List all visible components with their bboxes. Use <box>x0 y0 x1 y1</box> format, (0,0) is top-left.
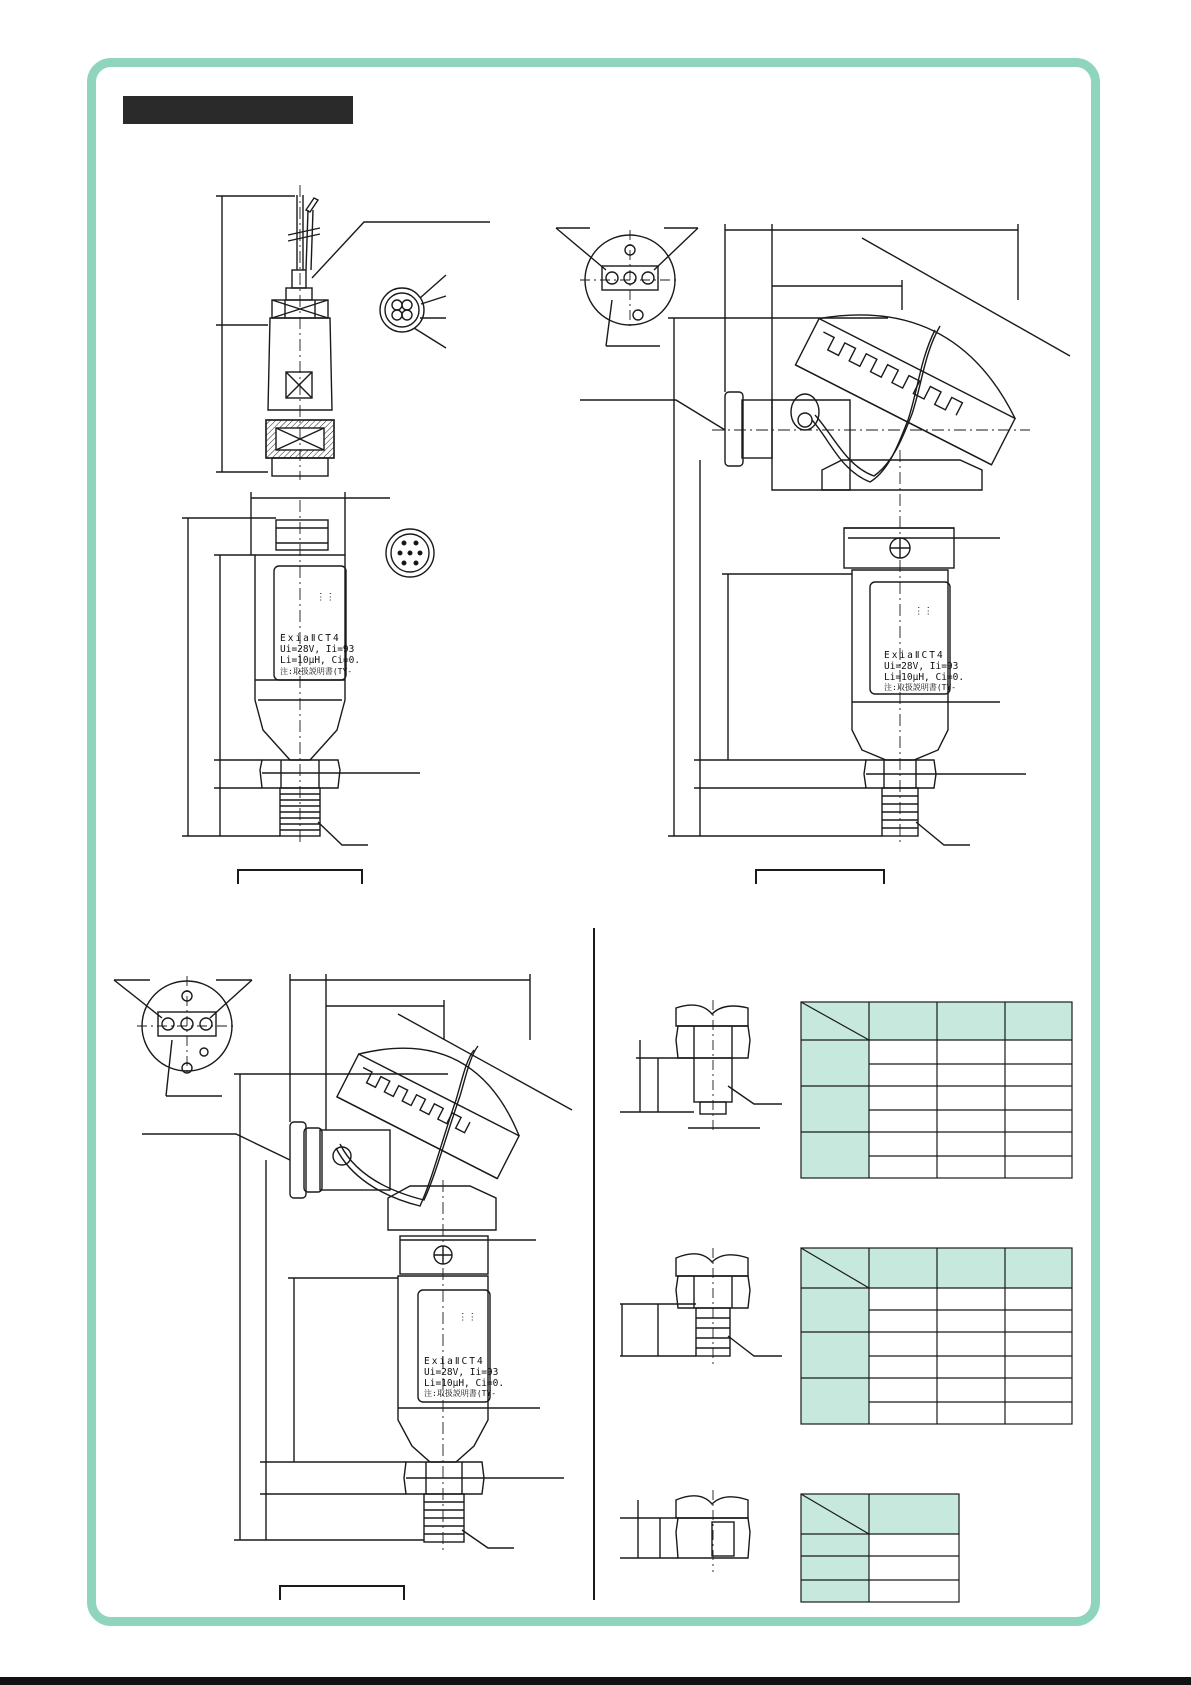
spec-table-1 <box>801 1002 1072 1178</box>
spec-table-2 <box>801 1248 1072 1424</box>
name-plate-2 <box>884 606 964 692</box>
view-connector-type <box>216 185 490 480</box>
name-plate-3 <box>424 1312 504 1398</box>
plate-line-2: Ui=28V, Ii=93 <box>280 644 355 655</box>
fitting-detail-3 <box>620 1490 750 1572</box>
plate-dots: ⋮⋮ <box>316 592 335 603</box>
view-body-connector <box>182 492 434 884</box>
plate-line-4: 注:取扱説明書(TY- <box>884 683 957 692</box>
plate-line-2: Ui=28V, Ii=93 <box>884 661 959 672</box>
plate-line-3: Li=10μH, Ci=0. <box>884 672 965 683</box>
plate-line-2: Ui=28V, Ii=93 <box>424 1367 499 1378</box>
plate-line-3: Li=10μH, Ci=0. <box>424 1378 505 1389</box>
plate-line-4: 注:取扱説明書(TY- <box>424 1389 497 1398</box>
view-terminal-head-b <box>114 974 572 1600</box>
name-plate-1 <box>280 592 360 676</box>
view-terminal-head-a <box>556 224 1070 884</box>
plate-dots: ⋮⋮ <box>458 1312 477 1323</box>
plate-line-1: ExiaⅡCT4 <box>280 633 341 644</box>
plate-line-3: Li=10μH, Ci=0. <box>280 655 361 666</box>
plate-line-1: ExiaⅡCT4 <box>884 650 945 661</box>
plate-line-4: 注:取扱説明書(TY- <box>280 667 353 676</box>
bottom-rule <box>0 1677 1191 1685</box>
plate-dots: ⋮⋮ <box>914 606 933 617</box>
fitting-detail-1 <box>620 1000 782 1134</box>
fitting-detail-2 <box>620 1248 782 1364</box>
spec-table-3 <box>801 1494 959 1602</box>
plate-line-1: ExiaⅡCT4 <box>424 1356 485 1367</box>
